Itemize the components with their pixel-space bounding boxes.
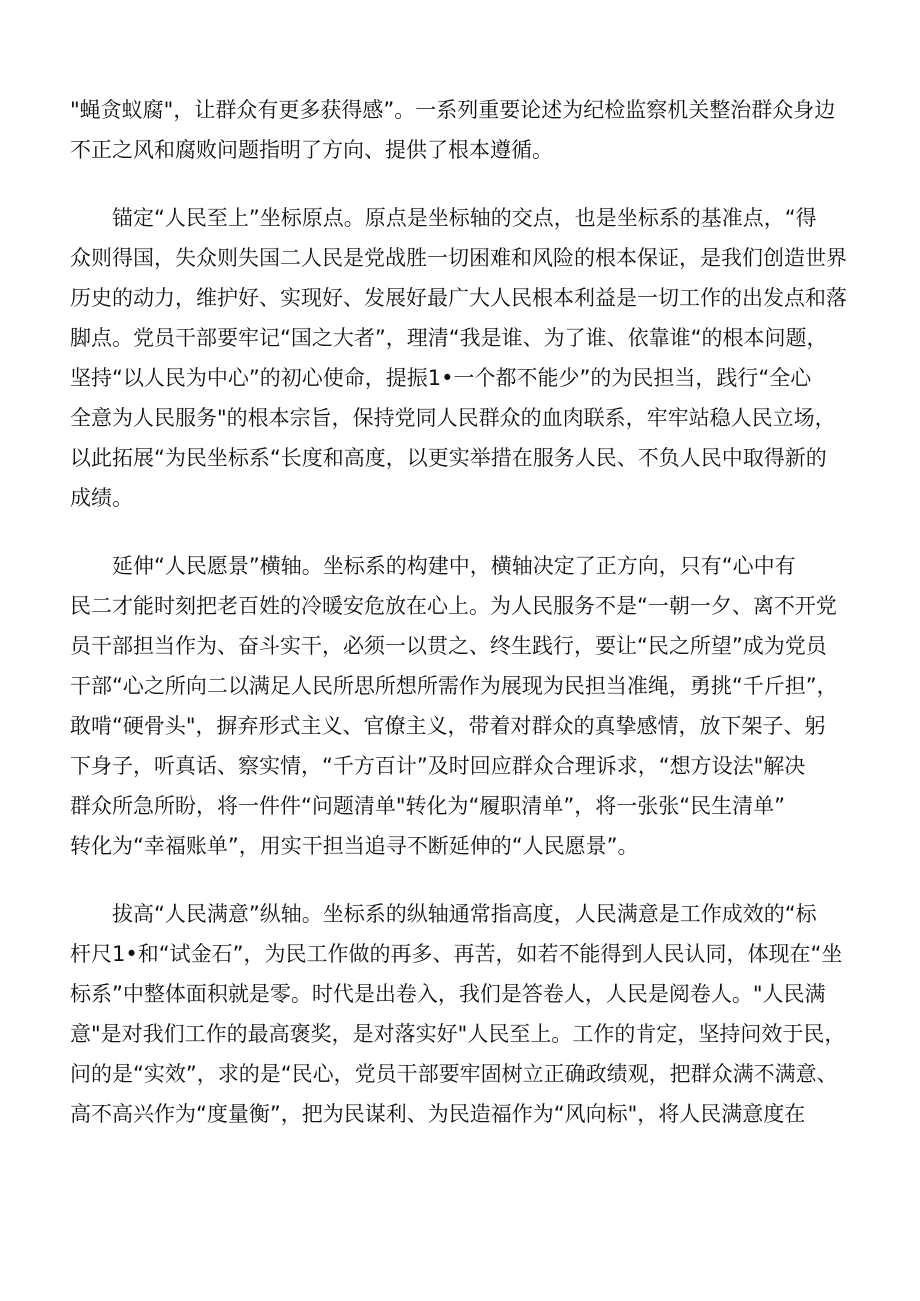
text-line: 标系”中整体面积就是零。时代是出卷入，我们是答卷人，人民是阅卷人。"人民满 [70, 982, 826, 1006]
text-line: 问的是“实效”，求的是“民心，党员干部要牢固树立正确政绩观，把群众满不满意、 [70, 1062, 838, 1086]
text-line: 众则得国，失众则失国二人民是党战胜一切困难和风险的根本保证，是我们创造世界 [70, 246, 847, 270]
text-line: 延伸“人民愿景”横轴。坐标系的构建中，横轴决定了正方向，只有“心中有 [70, 554, 796, 578]
text-line: 历史的动力，维护好、实现好、发展好最广大人民根本利益是一切工作的出发点和落 [70, 286, 847, 310]
text-line: "蝇贪蚁腐"，让群众有更多获得感”。一系列重要论述为纪检监察机关整治群众身边 [70, 98, 836, 122]
text-line: 群众所急所盼，将一件件“问题清单"转化为“履职清单”，将一张张“民生清单” [70, 794, 786, 818]
paragraph-people-vision-axis [70, 546, 860, 866]
text-line: 锚定“人民至上”坐标原点。原点是坐标轴的交点，也是坐标系的基准点，“得 [70, 206, 817, 230]
text-line: 干部“心之所向二以满足人民所思所想所需作为展现为民担当准绳，勇挑“千斤担”， [70, 674, 838, 698]
text-line: 意"是对我们工作的最高褒奖，是对落实好"人民至上。工作的肯定，坚持问效于民， [70, 1022, 846, 1046]
text-line: 员干部担当作为、奋斗实干，必须一以贯之、终生践行，要让“民之所望”成为党员 [70, 634, 827, 658]
text-line: 转化为“幸福账单”，用实干担当追寻不断延伸的“人民愿景”。 [70, 834, 639, 858]
text-line: 成绩。 [70, 486, 133, 510]
paragraph-people-satisfaction-axis [70, 894, 860, 1134]
text-line: 不正之风和腐败问题指明了方向、提供了根本遵循。 [70, 138, 553, 162]
document-page [70, 90, 860, 1162]
text-line: 高不高兴作为“度量衡”，把为民谋利、为民造福作为“风向标"，将人民满意度在 [70, 1102, 806, 1126]
paragraph-people-first-origin [70, 198, 860, 518]
text-line: 敢啃“硬骨头"，摒弃形式主义、官僚主义，带着对群众的真挚感情，放下架子、躬 [70, 714, 826, 738]
text-line: 脚点。党员干部要牢记“国之大者”，理清“我是谁、为了谁、依靠谁“的根本问题， [70, 326, 828, 350]
text-line: 坚持“以人民为中心”的初心使命，提振1•一个都不能少”的为民担当，践行“全心 [70, 366, 812, 390]
text-line: 杆尺1•和“试金石”，为民工作做的再多、再苦，如若不能得到人民认同，体现在“坐 [70, 942, 843, 966]
text-line: 以此拓展“为民坐标系“长度和高度，以更实举措在服务人民、不负人民中取得新的 [70, 446, 827, 470]
paragraph-intro-tail [70, 90, 860, 170]
text-line: 拔高“人民满意”纵轴。坐标系的纵轴通常指高度，人民满意是工作成效的“标 [70, 902, 817, 926]
text-line: 民二才能时刻把老百姓的冷暖安危放在心上。为人民服务不是“一朝一夕、离不开党 [70, 594, 837, 618]
text-line: 全意为人民服务"的根本宗旨，保持党同人民群众的血肉联系，牢牢站稳人民立场， [70, 406, 836, 430]
text-line: 下身子，听真话、察实情，“千方百计”及时回应群众合理诉求，“想方设法"解决 [70, 754, 806, 778]
